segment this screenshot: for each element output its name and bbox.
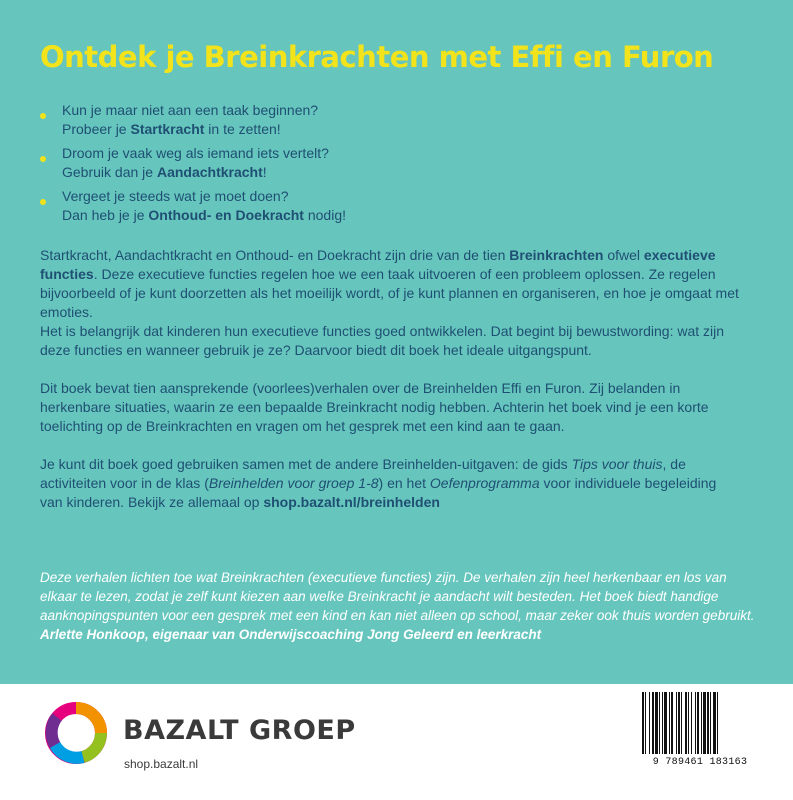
list-item — [40, 187, 346, 225]
barcode-bar — [676, 692, 677, 754]
bullet-line2-bold: Startkracht — [130, 121, 205, 137]
quote-text: Deze verhalen lichten toe wat Breinkrachten (executieve functies) zijn. De verhalen zijn heel herkenbaar en los van elkaar te lezen, zodat je zelf kunt kiezen aan welke Breinkracht je aandacht wilt besteden. Het boek biedt handige aanknopingspunten voor een gesprek met een kind en kan niet alleen op school, maar zeker ook thuis worden gebruikt. — [40, 570, 755, 623]
bullet-line2-pre: Probeer je — [62, 121, 131, 137]
barcode-bar — [688, 692, 689, 754]
barcode-bar — [678, 692, 680, 754]
intro-bold-breinkrachten: Breinkrachten — [509, 247, 604, 263]
barcode-bar — [662, 692, 663, 754]
bazalt-logo-icon — [43, 700, 109, 766]
barcode-bar — [642, 692, 644, 754]
editions-italic-groep: Breinhelden voor groep 1-8 — [208, 475, 379, 491]
editions-text: voor individuele begeleiding van kinderen. Bekijk ze allemaal op — [40, 475, 717, 510]
intro-paragraph — [40, 246, 740, 360]
bullet-line2-bold: Aandachtkracht — [156, 164, 263, 180]
barcode-bar — [703, 692, 706, 754]
shop-url[interactable]: shop.bazalt.nl — [124, 757, 199, 771]
barcode-bar — [695, 692, 696, 754]
barcode-bar — [669, 692, 670, 754]
barcode-bar — [710, 692, 711, 754]
barcode-bar — [717, 692, 718, 754]
barcode-bar — [652, 692, 654, 754]
intro-text-2: Het is belangrijk dat kinderen hun executieve functies goed ontwikkelen. Dat begint bij bewustwording: wat zijn deze functies en wanneer gebruik je ze? Daarvoor biedt dit boek het ideale uitgangspunt. — [40, 323, 725, 358]
other-editions-paragraph — [40, 455, 740, 512]
bullet-line1: Vergeet je steeds wat je moet doen? — [62, 188, 289, 204]
list-item — [40, 101, 346, 139]
intro-text: Startkracht, Aandachtkracht en Onthoud- en Doekracht zijn drie van de tien — [40, 247, 510, 263]
isbn-number: 9 789461 183163 — [652, 757, 748, 768]
intro-text: ofwel — [603, 247, 644, 263]
barcode-bar — [671, 692, 673, 754]
editions-text: , de activiteiten voor in de klas ( — [40, 456, 686, 491]
bullet-line2-bold: Onthoud- en Doekracht — [148, 207, 304, 223]
barcode-bar — [691, 692, 692, 754]
book-paragraph: Dit boek bevat tien aansprekende (voorlees)verhalen over de Breinhelden Effi en Furon. Zij belanden in herkenbare situaties, waarin ze een bepaalde Breinkracht nodig hebben. Achterin het boek vind je een korte toelichting op de Breinkrachten en vragen om het gesprek met een kind aan te gaan. — [40, 380, 709, 434]
barcode-bar — [697, 692, 699, 754]
bullet-dot-icon — [40, 199, 46, 205]
bullet-line2-post: nodig! — [303, 207, 347, 223]
list-item — [40, 144, 346, 182]
barcode-bar — [664, 692, 667, 754]
barcode-bar — [713, 692, 716, 754]
quote-author: Arlette Honkoop, eigenaar van Onderwijscoaching Jong Geleerd en leerkracht — [40, 627, 542, 642]
barcode-bar — [655, 692, 658, 754]
bullet-line2-post: in te zetten! — [204, 121, 281, 137]
barcode-bar — [707, 692, 709, 754]
testimonial-quote — [40, 568, 760, 644]
bullet-line2-pre: Dan heb je je — [62, 207, 149, 223]
editions-text: ) en het — [378, 475, 430, 491]
shop-link[interactable]: shop.bazalt.nl/breinhelden — [263, 494, 440, 510]
bullet-line1: Droom je vaak weg als iemand iets vertelt? — [62, 145, 329, 161]
barcode — [640, 690, 760, 756]
editions-italic-oefen: Oefenprogramma — [429, 475, 540, 491]
bullet-list — [40, 101, 346, 230]
barcode-bar — [649, 692, 650, 754]
bullet-line2-post: ! — [262, 164, 267, 180]
bullet-dot-icon — [40, 156, 46, 162]
barcode-bar — [659, 692, 660, 754]
editions-text: Je kunt dit boek goed gebruiken samen met de andere Breinhelden-uitgaven: de gids — [40, 456, 572, 472]
barcode-bar — [701, 692, 702, 754]
bullet-dot-icon — [40, 113, 46, 119]
page-title: Ontdek je Breinkrachten met Effi en Furon — [40, 40, 714, 74]
barcode-bar — [645, 692, 646, 754]
bullet-line1: Kun je maar niet aan een taak beginnen? — [62, 102, 319, 118]
bullet-line2-pre: Gebruik dan je — [62, 164, 157, 180]
editions-italic-tips: Tips voor thuis — [571, 456, 663, 472]
barcode-bar — [685, 692, 687, 754]
barcode-bar — [681, 692, 682, 754]
intro-bold-executieve: executieve functies — [40, 247, 716, 282]
brand-name: BAZALT GROEP — [123, 715, 356, 746]
intro-text: . Deze executieve functies regelen hoe we een taak uitvoeren of een probleem oplossen. Ze regelen bijvoorbeeld of je kunt doorzetten als het moeilijk wordt, of je kunt plannen en organiseren, en hoe je omgaat met emoties. — [40, 266, 739, 320]
